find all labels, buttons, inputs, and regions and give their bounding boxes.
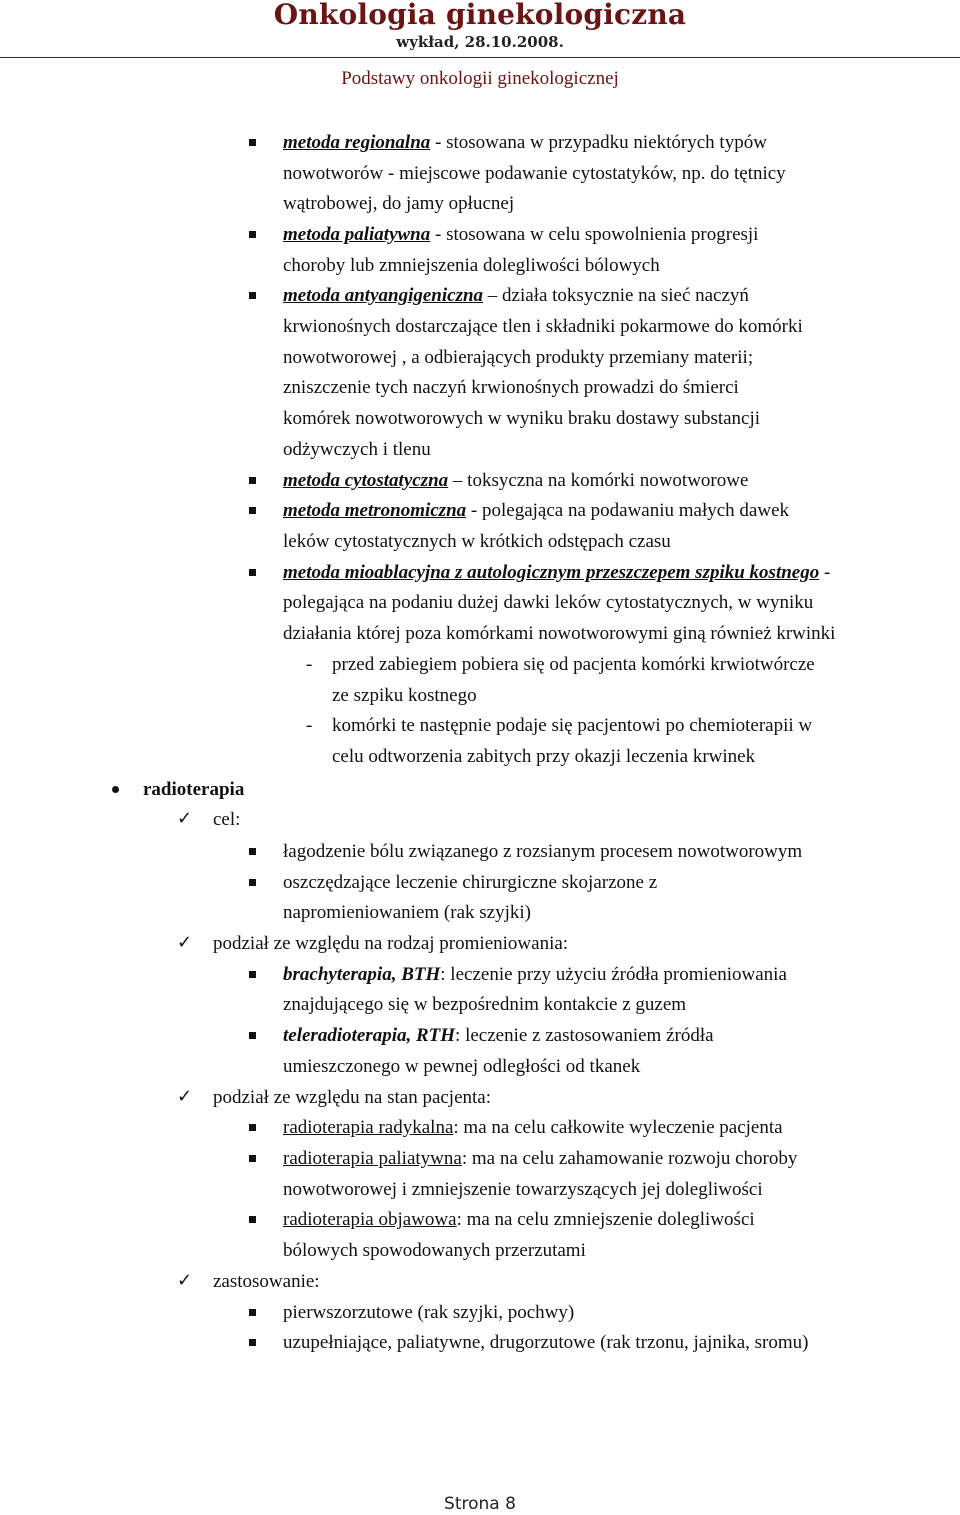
list-item-text: leków cytostatycznych w krótkich odstępach czasu	[283, 531, 671, 552]
square-bullet-icon	[249, 1309, 256, 1316]
list-item-text: znajdującego się w bezpośrednim kontakcie z guzem	[283, 994, 687, 1015]
checkmark-icon: ✓	[177, 1086, 193, 1107]
list-item-metronomic: metoda metronomiczna - polegająca na podawaniu małych dawek	[283, 500, 790, 521]
document-title: Onkologia ginekologiczna	[273, 0, 687, 31]
list-item-myeloablative: metoda mioablacyjna z autologicznym przeszczepem szpiku kostnego -	[283, 562, 831, 583]
subheading-radiation-type: podział ze względu na rodzaj promieniowania:	[213, 933, 569, 954]
square-bullet-icon	[249, 139, 256, 146]
list-item-text: działania której poza komórkami nowotworowymi giną również krwinki	[283, 623, 836, 644]
square-bullet-icon	[249, 1032, 256, 1039]
list-item-text: oszczędzające leczenie chirurgiczne skojarzone z	[283, 872, 658, 893]
dash-bullet: -	[306, 715, 313, 736]
subheading-goal: cel:	[213, 809, 241, 830]
checkmark-icon: ✓	[177, 1270, 193, 1291]
section-subtitle: Podstawy onkologii ginekologicznej	[341, 68, 619, 89]
square-bullet-icon	[249, 1155, 256, 1162]
lecture-date: wykład, 28.10.2008.	[396, 33, 564, 51]
header-divider	[0, 57, 960, 58]
subheading-application: zastosowanie:	[213, 1271, 320, 1292]
list-item-cytostatic: metoda cytostatyczna – toksyczna na komórki nowotworowe	[283, 470, 749, 491]
square-bullet-icon	[249, 848, 256, 855]
list-item-text: umieszczonego w pewnej odległości od tkanek	[283, 1056, 641, 1077]
list-item-text: polegająca na podaniu dużej dawki leków cytostatycznych, w wyniku	[283, 592, 814, 613]
square-bullet-icon	[249, 507, 256, 514]
list-item-regional: metoda regionalna - stosowana w przypadku niektórych typów	[283, 132, 767, 153]
square-bullet-icon	[249, 1339, 256, 1346]
dash-bullet: -	[306, 654, 313, 675]
list-item-text: nowotworów - miejscowe podawanie cytostatyków, np. do tętnicy	[283, 163, 786, 184]
checkmark-icon: ✓	[177, 808, 193, 829]
square-bullet-icon	[249, 879, 256, 886]
list-item-text: nowotworowej i zmniejszenie towarzyszących jej dolegliwości	[283, 1179, 763, 1200]
list-item-text: pierwszorzutowe (rak szyjki, pochwy)	[283, 1302, 575, 1323]
list-item-text: nowotworowej , a odbierających produkty przemiany materii;	[283, 347, 754, 368]
list-item-symptomatic: radioterapia objawowa: ma na celu zmniejszenie dolegliwości	[283, 1209, 755, 1230]
checkmark-icon: ✓	[177, 932, 193, 953]
sub-item-text: ze szpiku kostnego	[332, 685, 477, 706]
list-item-palliative: metoda paliatywna - stosowana w celu spowolnienia progresji	[283, 224, 759, 245]
list-item-radical: radioterapia radykalna: ma na celu całkowite wyleczenie pacjenta	[283, 1117, 783, 1138]
page-number: Strona 8	[444, 1494, 516, 1514]
sub-item-text: celu odtworzenia zabitych przy okazji leczenia krwinek	[332, 746, 756, 767]
list-item-text: odżywczych i tlenu	[283, 439, 431, 460]
list-item-text: łagodzenie bólu związanego z rozsianym procesem nowotworowym	[283, 841, 803, 862]
square-bullet-icon	[249, 477, 256, 484]
list-item-text: napromieniowaniem (rak szyjki)	[283, 902, 531, 923]
list-item-text: uzupełniające, paliatywne, drugorzutowe (rak trzonu, jajnika, sromu)	[283, 1332, 809, 1353]
sub-item-text: przed zabiegiem pobiera się od pacjenta komórki krwiotwórcze	[332, 654, 815, 675]
list-item-palliative-rt: radioterapia paliatywna: ma na celu zahamowanie rozwoju choroby	[283, 1148, 798, 1169]
square-bullet-icon	[249, 971, 256, 978]
list-item-text: krwionośnych dostarczające tlen i składniki pokarmowe do komórki	[283, 316, 803, 337]
subheading-patient-state: podział ze względu na stan pacjenta:	[213, 1087, 492, 1108]
section-heading-radiotherapy: radioterapia	[143, 779, 245, 800]
square-bullet-icon	[249, 231, 256, 238]
list-item-teleradiotherapy: teleradioterapia, RTH: leczenie z zastosowaniem źródła	[283, 1025, 714, 1046]
list-item-text: bólowych spowodowanych przerzutami	[283, 1240, 586, 1261]
list-item-text: komórek nowotworowych w wyniku braku dostawy substancji	[283, 408, 761, 429]
list-item-antiangio: metoda antyangigeniczna – działa toksycznie na sieć naczyń	[283, 285, 749, 306]
list-item-text: choroby lub zmniejszenia dolegliwości bólowych	[283, 255, 660, 276]
list-item-text: zniszczenie tych naczyń krwionośnych prowadzi do śmierci	[283, 377, 739, 398]
square-bullet-icon	[249, 1216, 256, 1223]
square-bullet-icon	[249, 569, 256, 576]
list-item-text: wątrobowej, do jamy opłucnej	[283, 193, 515, 214]
round-bullet-icon	[112, 786, 119, 793]
sub-item-text: komórki te następnie podaje się pacjentowi po chemioterapii w	[332, 715, 813, 736]
square-bullet-icon	[249, 1124, 256, 1131]
square-bullet-icon	[249, 292, 256, 299]
list-item-brachytherapy: brachyterapia, BTH: leczenie przy użyciu źródła promieniowania	[283, 964, 787, 985]
